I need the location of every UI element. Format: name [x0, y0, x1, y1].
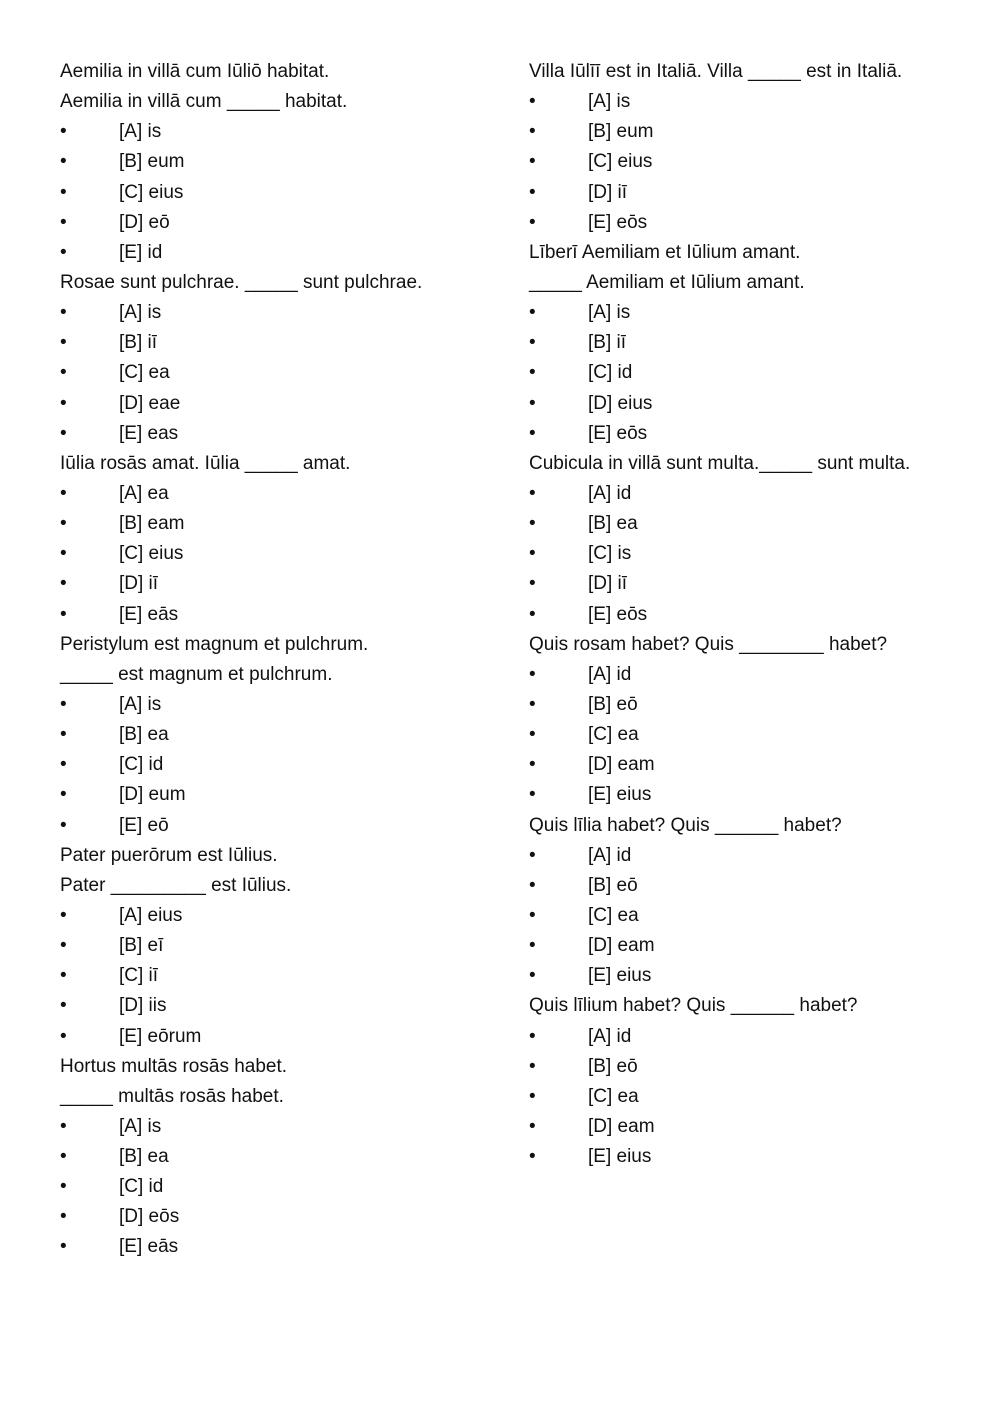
- answer-option-label: [D] eōs: [119, 1206, 180, 1228]
- answer-option-label: [D] iis: [119, 995, 167, 1017]
- bullet-icon: •: [60, 151, 67, 173]
- answer-option-label: [E] eō: [119, 814, 169, 836]
- answer-option[interactable]: [529, 961, 969, 991]
- answer-option[interactable]: [60, 1022, 500, 1052]
- answer-option-label: [E] eas: [119, 422, 179, 444]
- bullet-icon: •: [529, 482, 536, 504]
- bullet-icon: •: [60, 121, 67, 143]
- bullet-icon: •: [529, 1055, 536, 1077]
- answer-option[interactable]: [529, 690, 969, 720]
- bullet-icon: •: [529, 151, 536, 173]
- answer-option-label: [C] id: [119, 1176, 164, 1198]
- bullet-icon: •: [60, 513, 67, 535]
- right-column: [529, 57, 969, 1172]
- question-prompt: Villa Iūlīī est in Italiā. Villa _____ est in Italiā.: [529, 61, 903, 82]
- bullet-icon: •: [529, 573, 536, 595]
- answer-option[interactable]: [60, 117, 500, 147]
- answer-option[interactable]: [529, 87, 969, 117]
- answer-option[interactable]: [529, 358, 969, 388]
- answer-option[interactable]: [60, 328, 500, 358]
- answer-option[interactable]: [60, 389, 500, 419]
- bullet-icon: •: [529, 1115, 536, 1137]
- answer-option[interactable]: [529, 479, 969, 509]
- bullet-icon: •: [60, 603, 67, 625]
- answer-option[interactable]: [529, 780, 969, 810]
- answer-option-label: [B] iī: [588, 332, 627, 354]
- answer-option-label: [A] id: [588, 663, 632, 685]
- answer-option[interactable]: [60, 419, 500, 449]
- question-prompt: _____ est magnum et pulchrum.: [60, 663, 333, 685]
- bullet-icon: •: [60, 904, 67, 926]
- answer-option[interactable]: [60, 690, 500, 720]
- bullet-icon: •: [60, 302, 67, 324]
- answer-option-label: [D] eum: [119, 784, 186, 806]
- answer-option[interactable]: [60, 901, 500, 931]
- question-block: [529, 449, 969, 630]
- answer-option[interactable]: [529, 509, 969, 539]
- question-prompt: Aemilia in villā cum Iūliō habitat.: [60, 61, 330, 82]
- answer-option[interactable]: [529, 1112, 969, 1142]
- bullet-icon: •: [529, 392, 536, 414]
- answer-option[interactable]: [529, 569, 969, 599]
- answer-option-label: [E] eius: [588, 965, 652, 987]
- answer-option-label: [B] eō: [588, 1055, 638, 1077]
- bullet-icon: •: [529, 603, 536, 625]
- answer-option-label: [B] eō: [588, 874, 638, 896]
- question-prompt: Iūlia rosās amat. Iūlia _____ amat.: [60, 452, 351, 474]
- answer-option-label: [E] eius: [588, 1146, 652, 1168]
- answer-option-label: [B] eī: [119, 935, 164, 957]
- answer-option[interactable]: [60, 1232, 500, 1262]
- answer-option[interactable]: [529, 1142, 969, 1172]
- answer-option[interactable]: [60, 931, 500, 961]
- answer-option[interactable]: [529, 328, 969, 358]
- answer-option-label: [E] eōs: [588, 211, 648, 233]
- answer-option[interactable]: [60, 178, 500, 208]
- answer-option-label: [B] ea: [119, 724, 169, 746]
- bullet-icon: •: [529, 693, 536, 715]
- answer-option[interactable]: [60, 600, 500, 630]
- question-prompt: Līberī Aemiliam et Iūlium amant.: [529, 241, 801, 263]
- answer-option[interactable]: [529, 1022, 969, 1052]
- question-block: [60, 841, 500, 1052]
- answer-option[interactable]: [60, 1112, 500, 1142]
- bullet-icon: •: [60, 724, 67, 746]
- question-prompt: Rosae sunt pulchrae. _____ sunt pulchrae.: [60, 271, 423, 293]
- answer-option[interactable]: [60, 1202, 500, 1232]
- answer-option[interactable]: [529, 600, 969, 630]
- bullet-icon: •: [529, 1025, 536, 1047]
- bullet-icon: •: [60, 181, 67, 203]
- question-block: [529, 991, 969, 1172]
- answer-option-label: [A] is: [119, 693, 162, 715]
- question-prompt: Quis rosam habet? Quis ________ habet?: [529, 633, 888, 655]
- bullet-icon: •: [60, 814, 67, 836]
- answer-option-label: [E] eius: [588, 784, 652, 806]
- bullet-icon: •: [529, 362, 536, 384]
- answer-option-label: [D] eam: [588, 1115, 655, 1137]
- bullet-icon: •: [529, 302, 536, 324]
- answer-option[interactable]: [529, 1082, 969, 1112]
- question-prompt: Peristylum est magnum et pulchrum.: [60, 633, 369, 655]
- answer-option[interactable]: [529, 660, 969, 690]
- bullet-icon: •: [60, 784, 67, 806]
- answer-option[interactable]: [529, 117, 969, 147]
- bullet-icon: •: [60, 995, 67, 1017]
- answer-option-label: [A] ea: [119, 482, 169, 504]
- bullet-icon: •: [60, 1176, 67, 1198]
- bullet-icon: •: [60, 935, 67, 957]
- bullet-icon: •: [529, 1146, 536, 1168]
- answer-option-label: [C] ea: [588, 724, 639, 746]
- answer-option[interactable]: [60, 991, 500, 1021]
- bullet-icon: •: [529, 965, 536, 987]
- bullet-icon: •: [60, 422, 67, 444]
- bullet-icon: •: [529, 121, 536, 143]
- answer-option-label: [A] id: [588, 844, 632, 866]
- bullet-icon: •: [529, 724, 536, 746]
- answer-option-label: [D] eam: [588, 935, 655, 957]
- answer-option-label: [E] eōrum: [119, 1025, 202, 1047]
- answer-option[interactable]: [529, 419, 969, 449]
- bullet-icon: •: [529, 513, 536, 535]
- answer-option-label: [D] iī: [588, 573, 628, 595]
- answer-option-label: [A] id: [588, 1025, 632, 1047]
- answer-option-label: [A] is: [588, 302, 631, 324]
- question-prompt: _____ multās rosās habet.: [60, 1085, 284, 1107]
- bullet-icon: •: [529, 422, 536, 444]
- answer-option-label: [E] eās: [119, 1236, 179, 1258]
- answer-option[interactable]: [60, 358, 500, 388]
- bullet-icon: •: [529, 754, 536, 776]
- bullet-icon: •: [529, 332, 536, 354]
- answer-option-label: [A] eius: [119, 904, 183, 926]
- left-column: [60, 57, 500, 1263]
- answer-option-label: [A] is: [119, 1115, 162, 1137]
- answer-option-label: [B] eum: [588, 121, 654, 143]
- question-prompt: Pater _________ est Iūlius.: [60, 874, 292, 896]
- answer-option[interactable]: [60, 720, 500, 750]
- bullet-icon: •: [529, 844, 536, 866]
- answer-option-label: [D] eō: [119, 211, 170, 233]
- answer-option-label: [C] eius: [588, 151, 653, 173]
- bullet-icon: •: [60, 1236, 67, 1258]
- question-prompt: Cubicula in villā sunt multa._____ sunt multa.: [529, 452, 911, 474]
- bullet-icon: •: [529, 211, 536, 233]
- question-prompt: Quis līlium habet? Quis ______ habet?: [529, 995, 858, 1017]
- answer-option-label: [D] eius: [588, 392, 653, 414]
- question-block: [529, 811, 969, 992]
- answer-option[interactable]: [60, 961, 500, 991]
- bullet-icon: •: [60, 1206, 67, 1228]
- answer-option-label: [B] ea: [119, 1146, 169, 1168]
- question-block: [60, 268, 500, 449]
- answer-option[interactable]: [60, 750, 500, 780]
- answer-option-label: [D] eam: [588, 754, 655, 776]
- bullet-icon: •: [60, 482, 67, 504]
- answer-option[interactable]: [529, 841, 969, 871]
- answer-option-label: [D] eae: [119, 392, 181, 414]
- bullet-icon: •: [60, 543, 67, 565]
- answer-option[interactable]: [60, 569, 500, 599]
- bullet-icon: •: [60, 1115, 67, 1137]
- answer-option[interactable]: [60, 811, 500, 841]
- question-block: [60, 1052, 500, 1263]
- answer-option[interactable]: [529, 178, 969, 208]
- answer-option-label: [C] eius: [119, 543, 184, 565]
- answer-option-label: [B] eum: [119, 151, 185, 173]
- answer-option-label: [A] is: [119, 121, 162, 143]
- bullet-icon: •: [60, 965, 67, 987]
- bullet-icon: •: [60, 392, 67, 414]
- answer-option[interactable]: [529, 389, 969, 419]
- question-block: [529, 630, 969, 811]
- answer-option-label: [C] ea: [588, 904, 639, 926]
- bullet-icon: •: [529, 1085, 536, 1107]
- question-block: [60, 449, 500, 630]
- bullet-icon: •: [529, 874, 536, 896]
- bullet-icon: •: [60, 693, 67, 715]
- bullet-icon: •: [529, 543, 536, 565]
- bullet-icon: •: [529, 904, 536, 926]
- bullet-icon: •: [529, 935, 536, 957]
- answer-option[interactable]: [529, 208, 969, 238]
- answer-option[interactable]: [60, 539, 500, 569]
- question-block: [60, 630, 500, 841]
- question-prompt: Hortus multās rosās habet.: [60, 1055, 288, 1077]
- bullet-icon: •: [529, 663, 536, 685]
- answer-option-label: [A] is: [119, 302, 162, 324]
- answer-option-label: [A] is: [588, 91, 631, 113]
- question-prompt: Aemilia in villā cum _____ habitat.: [60, 91, 348, 113]
- answer-option-label: [B] eō: [588, 693, 638, 715]
- answer-option-label: [E] id: [119, 241, 163, 263]
- answer-option-label: [C] iī: [119, 965, 159, 987]
- answer-option[interactable]: [529, 901, 969, 931]
- answer-option[interactable]: [529, 1052, 969, 1082]
- question-prompt: _____ Aemiliam et Iūlium amant.: [529, 271, 805, 293]
- bullet-icon: •: [60, 1025, 67, 1047]
- answer-option[interactable]: [60, 298, 500, 328]
- answer-option[interactable]: [529, 539, 969, 569]
- answer-option-label: [D] iī: [588, 181, 628, 203]
- bullet-icon: •: [529, 91, 536, 113]
- answer-option-label: [A] id: [588, 482, 632, 504]
- answer-option[interactable]: [529, 720, 969, 750]
- bullet-icon: •: [60, 1146, 67, 1168]
- bullet-icon: •: [529, 181, 536, 203]
- answer-option-label: [C] id: [119, 754, 164, 776]
- answer-option-label: [C] eius: [119, 181, 184, 203]
- answer-option-label: [B] eam: [119, 513, 185, 535]
- answer-option-label: [C] ea: [119, 362, 170, 384]
- bullet-icon: •: [60, 754, 67, 776]
- answer-option[interactable]: [529, 871, 969, 901]
- answer-option[interactable]: [60, 479, 500, 509]
- bullet-icon: •: [60, 241, 67, 263]
- question-block: [60, 57, 500, 268]
- question-prompt: Pater puerōrum est Iūlius.: [60, 844, 278, 866]
- answer-option[interactable]: [529, 931, 969, 961]
- answer-option[interactable]: [60, 1172, 500, 1202]
- bullet-icon: •: [60, 332, 67, 354]
- answer-option-label: [C] is: [588, 543, 632, 565]
- answer-option[interactable]: [529, 147, 969, 177]
- answer-option-label: [C] ea: [588, 1085, 639, 1107]
- answer-option[interactable]: [529, 750, 969, 780]
- question-prompt: Quis līlia habet? Quis ______ habet?: [529, 814, 842, 836]
- answer-option-label: [B] ea: [588, 513, 638, 535]
- answer-option[interactable]: [60, 208, 500, 238]
- bullet-icon: •: [60, 362, 67, 384]
- answer-option-label: [E] eās: [119, 603, 179, 625]
- bullet-icon: •: [60, 573, 67, 595]
- answer-option-label: [B] iī: [119, 332, 158, 354]
- answer-option[interactable]: [60, 147, 500, 177]
- answer-option-label: [D] iī: [119, 573, 159, 595]
- question-block: [529, 238, 969, 449]
- answer-option[interactable]: [529, 298, 969, 328]
- answer-option-label: [E] eōs: [588, 422, 648, 444]
- answer-option[interactable]: [60, 238, 500, 268]
- answer-option[interactable]: [60, 1142, 500, 1172]
- bullet-icon: •: [60, 211, 67, 233]
- answer-option-label: [E] eōs: [588, 603, 648, 625]
- question-block: [529, 57, 969, 238]
- bullet-icon: •: [529, 784, 536, 806]
- answer-option[interactable]: [60, 780, 500, 810]
- answer-option[interactable]: [60, 509, 500, 539]
- answer-option-label: [C] id: [588, 362, 633, 384]
